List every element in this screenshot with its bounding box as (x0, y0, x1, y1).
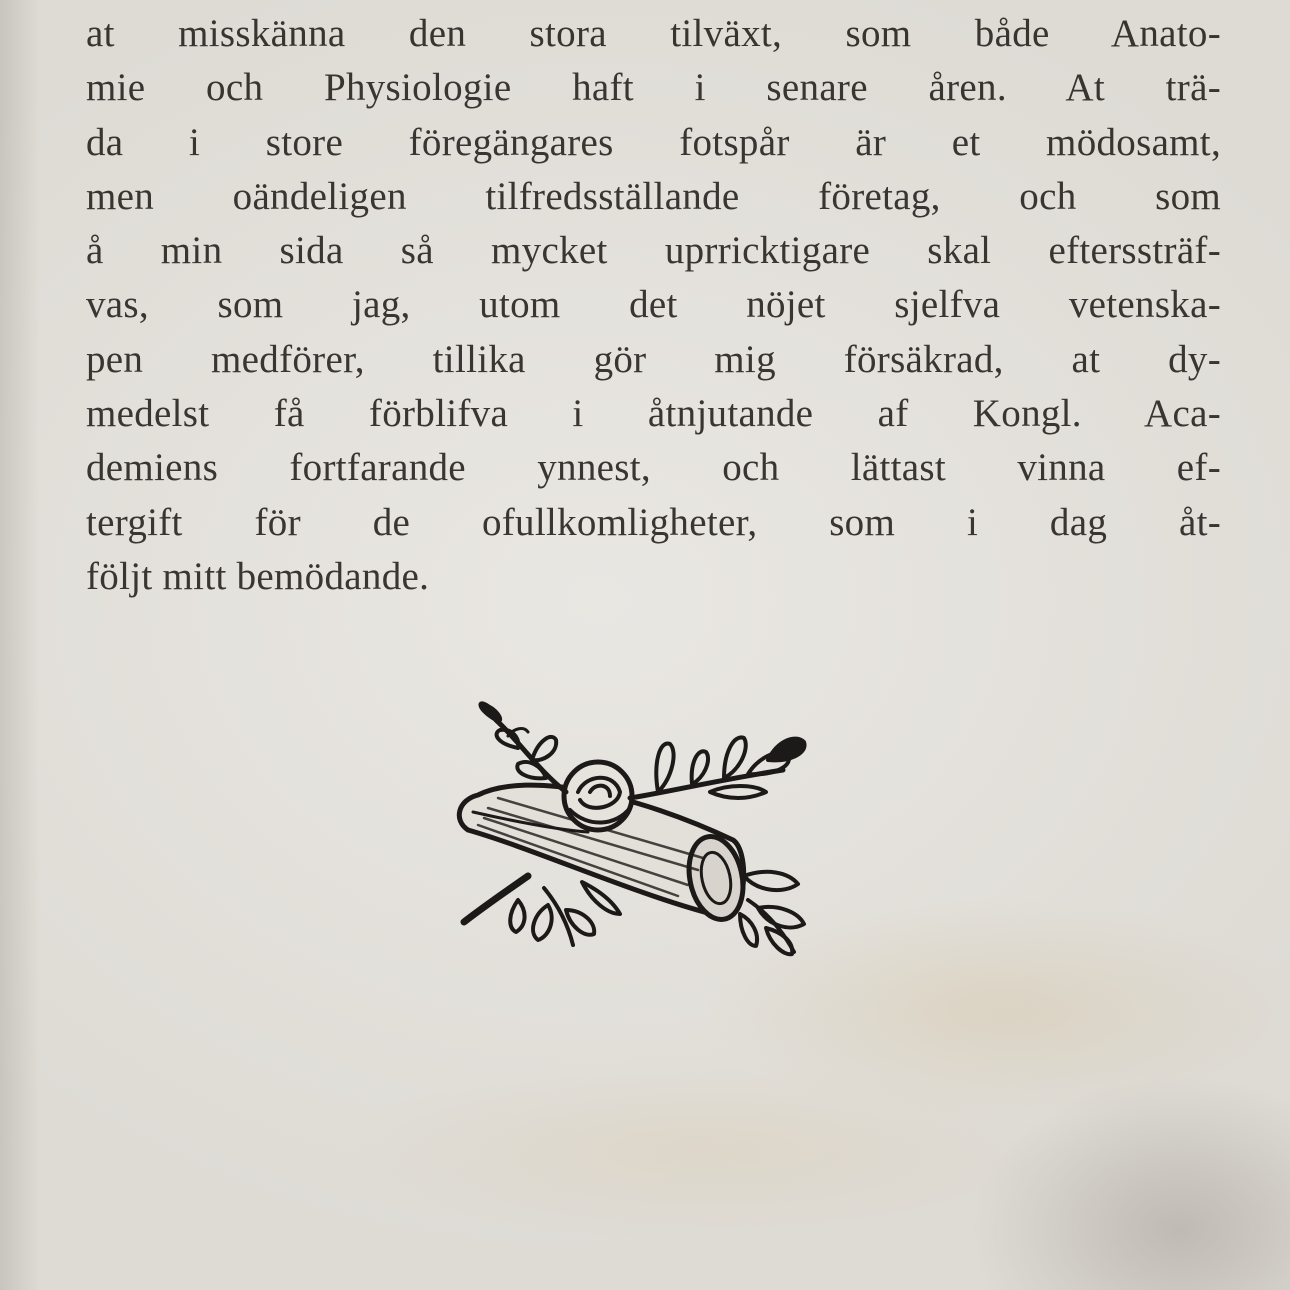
text-line-11: följt mitt bemödande. (86, 554, 430, 598)
text-line-10: tergift för de ofullkomligheter, som i dag åt- (86, 500, 1221, 544)
text-line-7: pen medförer, tillika gör mig försäkrad, at dy- (86, 337, 1221, 381)
text-line-1: at misskänna den stora tilväxt, som både Anato- (86, 12, 1221, 55)
text-line-9: demiens fortfarande ynnest, och lättast vinna ef- (86, 446, 1221, 490)
text-line-8: medelst få förblifva i åtnjutande af Kongl. Aca- (86, 392, 1221, 436)
text-line-3: da i store föregängares fotspår är et mödosamt, (86, 120, 1221, 164)
text-line-2: mie och Physiologie haft i senare åren. At trä- (86, 66, 1221, 110)
body-text (86, 0, 1221, 604)
text-line-5: å min sida så mycket uprricktigare skal efterssträf- (86, 229, 1221, 273)
text-line-6: vas, som jag, utom det nöjet sjelfva vetenska- (86, 283, 1221, 327)
woodcut-scroll-rose-icon (448, 700, 818, 962)
text-line-4: men oändeligen tilfredsställande företag, och som (86, 174, 1221, 218)
